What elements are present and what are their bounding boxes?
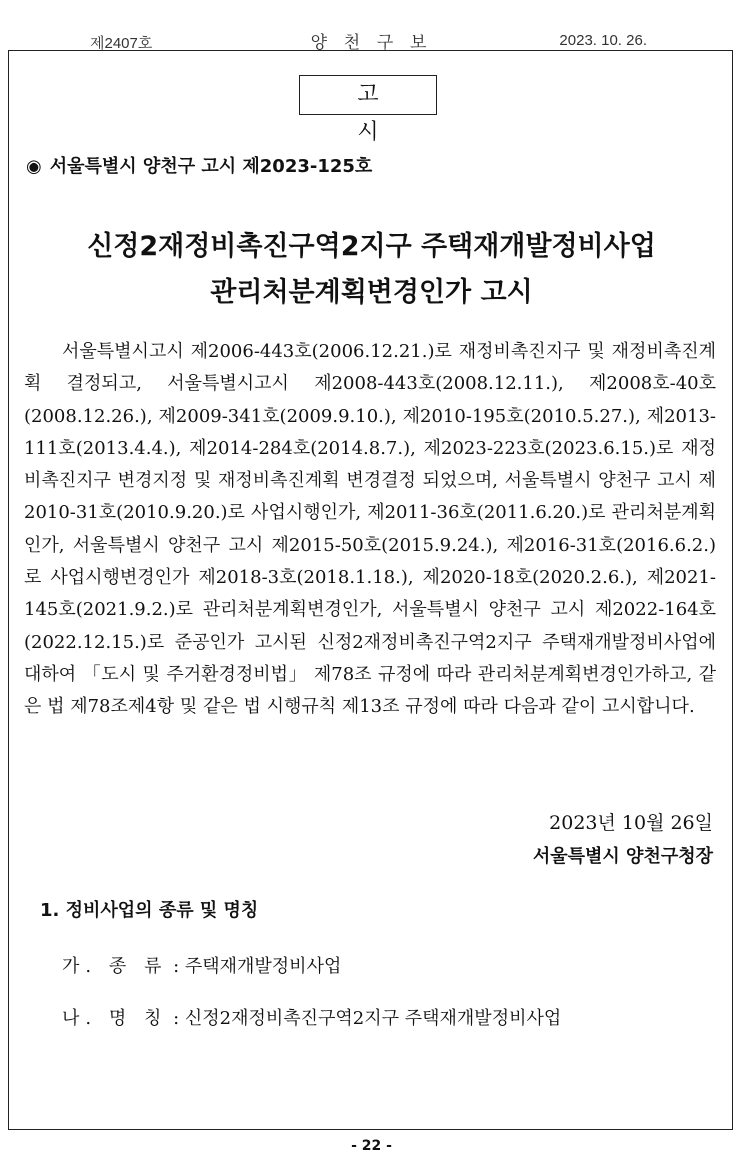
title-line-1: 신정2재정비촉진구역2지구 주택재개발정비사업 <box>87 231 656 262</box>
decree-text: 서울특별시 양천구 고시 제2023-125호 <box>49 156 373 177</box>
bullet-icon: ◉ <box>26 156 42 177</box>
page-number: - 22 - <box>351 1138 392 1154</box>
publication-title: 양 천 구 보 <box>310 33 433 52</box>
page-header <box>0 28 743 52</box>
signature-block <box>533 806 713 874</box>
item-name: 나. 명 칭 : 신정2재정비촉진구역2지구 주택재개발정비사업 <box>62 1008 562 1029</box>
sign-date: 2023년 10월 26일 <box>549 812 713 834</box>
title-line-2: 관리처분계획변경인가 고시 <box>210 277 533 308</box>
item-type-label: 가. 종 류 <box>62 956 168 977</box>
item-name-label: 나. 명 칭 <box>62 1008 168 1029</box>
sign-organization: 서울특별시 양천구청장 <box>532 846 713 867</box>
issue-date: 2023. 10. 26. <box>559 32 647 49</box>
item-type: 가. 종 류 : 주택재개발정비사업 <box>62 956 342 977</box>
section-heading: 1. 정비사업의 종류 및 명칭 <box>40 900 259 921</box>
issue-number: 제2407호 <box>90 35 153 52</box>
document-title <box>0 224 743 316</box>
decree-number <box>26 152 372 178</box>
body-paragraph <box>24 336 716 724</box>
item-name-value: 신정2재정비촉진구역2지구 주택재개발정비사업 <box>184 1008 562 1029</box>
item-type-value: 주택재개발정비사업 <box>184 956 342 977</box>
notice-label: 고 시 <box>299 75 437 115</box>
body-text: 서울특별시고시 제2006-443호(2006.12.21.)로 재정비촉진지구 및 재정비촉진계획 결정되고, 서울특별시고시 제2008-443호(2008.12.11.), 제2008호-40호(2008.12.26.), 제2009-341호(2009.9.10.), 제2010-195호(2010.5.27.), 제2013-111호(2013.4.4.), 제2014-284호(2014.8.7.), 제2023-223호(2023.6.15.)로 재정비촉진지구 변경지정 및 재정비촉진계획 변경결정 되었으며, 서울특별시 양천구 고시 제2010-31호(2010.9.20.)로 사업시행인가, 제2011-36호(2011.6.20.)로 관리처분계획인가, 서울특별시 양천구 고시 제2015-50호(2015.9.24.), 제2016-31호(2016.6.2.)로 사업시행변경인가 제2018-3호(2018.1.18.), 제2020-18호(2020.2.6.), 제2021-145호(2021.9.2.)로 관리처분계획변경인가, 서울특별시 양천구 고시 제2022-164호(2022.12.15.)로 준공인가 고시된 신정2재정비촉진구역2지구 주택재개발정비사업에 대하여 「도시 및 주거환경정비법」 제78조 규정에 따라 관리처분계획변경인가하고, 같은 법 제78조제4항 및 같은 법 시행규칙 제13조 규정에 따라 다음과 같이 고시합니다. <box>24 341 716 718</box>
